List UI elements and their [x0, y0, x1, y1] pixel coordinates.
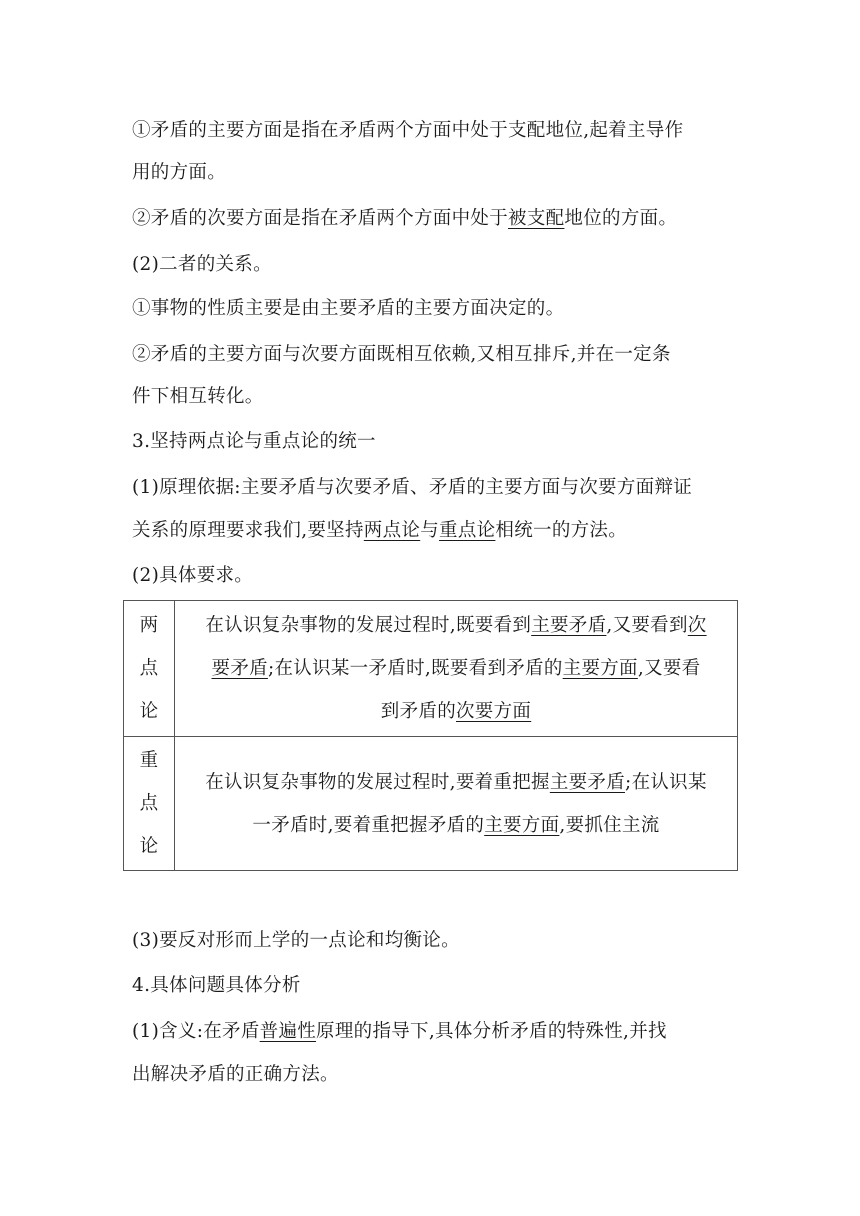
paragraph-nature [132, 295, 564, 323]
paragraph-definition [132, 1018, 667, 1046]
text-span: 3.坚持两点论与重点论的统一 [132, 431, 376, 452]
underlined-answer: 次 [687, 615, 707, 636]
text-span: ①事物的性质主要是由主要矛盾的主要方面决定的。 [132, 298, 565, 319]
cell-line [175, 761, 737, 804]
text-span: ,又要看到 [606, 615, 688, 636]
text-span: 用的方面。 [132, 162, 227, 183]
paragraph-interdependence-cont [132, 383, 264, 411]
text-span: ,又要看 [637, 658, 701, 679]
row-body-key-point-theory [175, 737, 738, 871]
text-span: 到矛盾的 [380, 701, 456, 722]
text-span: (1)原理依据:主要矛盾与次要矛盾、矛盾的主要方面与次要方面辩证 [132, 477, 693, 498]
text-span: 与 [420, 520, 440, 541]
paragraph-oppose-metaphysics [132, 927, 460, 955]
underlined-answer: 次要方面 [456, 701, 532, 722]
paragraph-main-aspect [132, 117, 683, 145]
paragraph-principle-basis-cont [132, 517, 627, 545]
text-span: 出解决矛盾的正确方法。 [132, 1064, 339, 1085]
underlined-answer: 普遍性 [259, 1021, 317, 1042]
underlined-answer: 被支配 [508, 208, 565, 229]
row-header-key-point-theory [124, 737, 175, 871]
row-body-two-point-theory [175, 601, 738, 737]
text-span: ,要抓住主流 [559, 814, 660, 836]
header-char: 两 [139, 615, 159, 636]
text-span: 件下相互转化。 [132, 386, 264, 407]
text-span: (2)二者的关系。 [132, 254, 272, 275]
header-char: 重 [139, 750, 159, 771]
underlined-answer: 要矛盾 [211, 658, 268, 679]
text-span: ;在认识某一矛盾时,既要看到矛盾的 [267, 658, 563, 679]
section-heading-3 [132, 428, 376, 456]
table-row [124, 601, 738, 737]
cell-line [175, 690, 737, 733]
text-span: ②矛盾的主要方面与次要方面既相互依赖,又相互排斥,并在一定条 [132, 344, 671, 365]
paragraph-main-aspect-cont [132, 159, 226, 187]
underlined-answer: 主要矛盾 [531, 615, 607, 636]
section-heading-4 [132, 972, 301, 1000]
text-span: ①矛盾的主要方面是指在矛盾两个方面中处于支配地位,起着主导作 [132, 120, 684, 141]
text-span: (1)含义:在矛盾 [132, 1021, 260, 1042]
text-span: 地位的方面。 [564, 208, 678, 229]
cell-line [175, 647, 737, 690]
text-span: 相统一的方法。 [495, 520, 628, 541]
table-row [124, 737, 738, 871]
heading-relationship [132, 251, 272, 279]
underlined-answer: 重点论 [439, 520, 496, 541]
text-span: ②矛盾的次要方面是指在矛盾两个方面中处于 [132, 208, 509, 229]
paragraph-secondary-aspect [132, 205, 677, 233]
cell-line [175, 604, 737, 647]
header-char: 点 [139, 793, 159, 814]
paragraph-definition-cont [132, 1061, 339, 1089]
paragraph-interdependence [132, 341, 671, 369]
text-span: 在认识复杂事物的发展过程时,要着重把握 [205, 771, 550, 793]
heading-specific-requirements [132, 562, 253, 590]
row-header-two-point-theory [124, 601, 175, 737]
header-char: 论 [139, 836, 159, 857]
text-span: 原理的指导下,具体分析矛盾的特殊性,并找 [316, 1021, 667, 1042]
text-span: 一矛盾时,要着重把握矛盾的 [252, 814, 485, 836]
header-char: 点 [139, 658, 159, 679]
paragraph-principle-basis [132, 474, 692, 502]
underlined-answer: 主要方面 [484, 814, 560, 836]
text-span: 4.具体问题具体分析 [132, 975, 301, 996]
cell-line [175, 804, 737, 847]
underlined-answer: 主要方面 [562, 658, 638, 679]
header-char: 论 [139, 701, 159, 722]
underlined-answer: 主要矛盾 [549, 771, 626, 793]
text-span: (2)具体要求。 [132, 565, 254, 586]
text-span: 在认识复杂事物的发展过程时,既要看到 [205, 615, 532, 636]
requirements-table [123, 600, 738, 871]
text-span: 关系的原理要求我们,要坚持 [132, 520, 364, 541]
underlined-answer: 两点论 [363, 520, 421, 541]
text-span: (3)要反对形而上学的一点论和均衡论。 [132, 930, 460, 951]
text-span: ;在认识某 [625, 771, 707, 793]
